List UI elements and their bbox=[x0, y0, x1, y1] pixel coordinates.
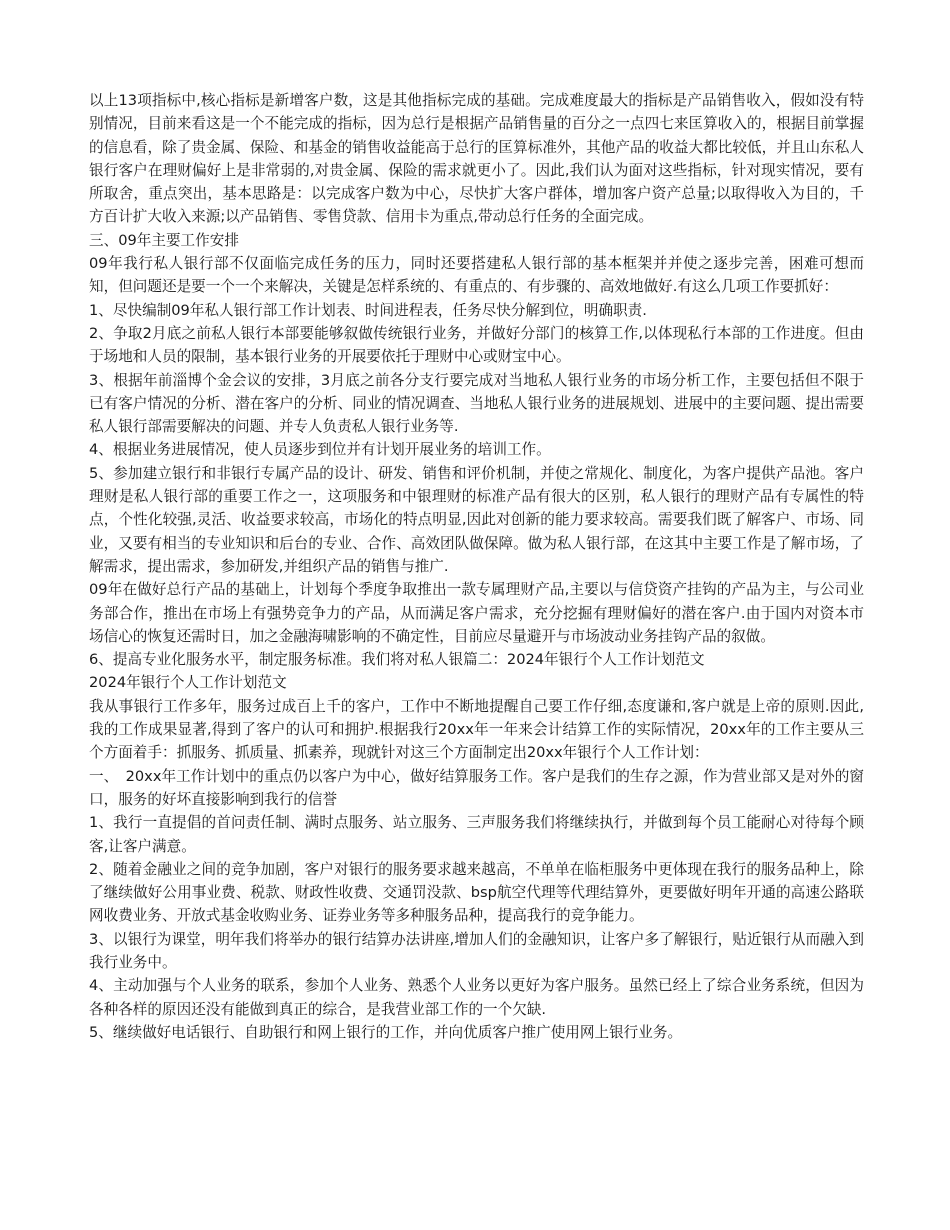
list-item-2: 2、争取2月底之前私人银行本部要能够叙做传统银行业务，并做好分部门的核算工作,以体现私行本部的工作进度。但由于场地和人员的限制，基本银行业务的开展要依托于理财中心或财宝中心。 bbox=[89, 324, 864, 366]
section-heading-1: 一、 20xx年工作计划中的重点仍以客户为中心，做好结算服务工作。客户是我们的生存之源，作为营业部又是对外的窗口，服务的好坏直接影响到我行的信誉 bbox=[89, 767, 864, 808]
article-title-2024: 2024年银行个人工作计划范文 bbox=[89, 674, 287, 692]
paragraph-intro-indicators: 以上13项指标中,核心指标是新增客户数，这是其他指标完成的基础。完成难度最大的指标是产品销售收入，假如没有特别情况，目前来看这是一个不能完成的指标，因为总行是根据产品销售量的百分之一点四七来匡算收入的，根据目前掌握的信息看，除了贵金属、保险、和基金的销售收益能高于总行的匡算标准外，其他产品的收益大都比较低，并且山东私人银行客户在理财偏好上是非常弱的,对贵金属、保险的需求就更小了。因此,我们认为面对这些指标，针对现实情况，要有所取舍，重点突出，基本思路是：以完成客户数为中心，尽快扩大客户群体，增加客户资产总量;以取得收入为目的，千方百计扩大收入来源;以产品销售、零售贷款、信用卡为重点,带动总行任务的全面完成。 bbox=[89, 92, 864, 226]
service-item-2: 2、随着金融业之间的竞争加剧，客户对银行的服务要求越来越高，不单单在临柜服务中更体现在我行的服务品种上，除了继续做好公用事业费、税款、财政性收费、交通罚没款、bsp航空代理等代理结算外，更要做好明年开通的高速公路联网收费业务、开放式基金收购业务、证券业务等多种服务品种，提高我行的竞争能力。 bbox=[89, 860, 864, 925]
service-item-3: 3、以银行为课堂，明年我们将举办的银行结算办法讲座,增加人们的金融知识，让客户多了解银行，贴近银行从而融入到我行业务中。 bbox=[89, 930, 864, 971]
list-item-3: 3、根据年前淄博个金会议的安排，3月底之前各分支行要完成对当地私人银行业务的市场分析工作，主要包括但不限于已有客户情况的分析、潜在客户的分析、同业的情况调查、当地私人银行业务的进展规划、进展中的主要问题、提出需要私人银行部需要解决的问题、并专人负责私人银行业务等. bbox=[89, 371, 864, 436]
paragraph-product-plan: 09年在做好总行产品的基础上，计划每个季度争取推出一款专属理财产品,主要以与信贷资产挂钩的产品为主，与公司业务部合作，推出在市场上有强势竞争力的产品，从而满足客户需求，充分挖掘有理财偏好的潜在客户.由于国内对资本市场信心的恢复还需时日，加之金融海啸影响的不确定性，目前应尽量避开与市场波动业务挂钩产品的叙做。 bbox=[89, 581, 864, 645]
paragraph-09-overview: 09年我行私人银行部不仅面临完成任务的压力，同时还要搭建私人银行部的基本框架并并使之逐步完善，困难可想而知，但问题还是要一个一个来解决，关键是怎样系统的、有重点的、有步骤的、高效地做好.有这么几项工作要抓好： bbox=[89, 255, 864, 296]
list-item-1: 1、尽快编制09年私人银行部工作计划表、时间进程表，任务尽快分解到位，明确职责. bbox=[89, 301, 647, 319]
list-item-5: 5、参加建立银行和非银行专属产品的设计、研发、销售和评价机制，并使之常规化、制度化，为客户提供产品池。客户理财是私人银行部的重要工作之一，这项服务和中银理财的标准产品有很大的区别，私人银行的理财产品有专属性的特点，个性化较强,灵活、收益要求较高，市场化的特点明显,因此对创新的能力要求较高。需要我们既了解客户、市场、同业，又要有相当的专业知识和后台的专业、合作、高效团队做保障。做为私人银行部，在这其中主要工作是了解市场，了解需求，提出需求，参加研发,并组织产品的销售与推广. bbox=[89, 464, 864, 575]
section-heading-09-plan: 三、09年主要工作安排 bbox=[89, 231, 239, 249]
service-item-1: 1、我行一直提倡的首问责任制、满时点服务、站立服务、三声服务我们将继续执行，并做到每个员工能耐心对待每个顾客,让客户满意。 bbox=[89, 814, 864, 855]
paragraph-2024-intro: 我从事银行工作多年，服务过成百上千的客户，工作中不断地提醒自己要工作仔细,态度谦和,客户就是上帝的原则.因此,我的工作成果显著,得到了客户的认可和拥护.根据我行20xx年一年来会计结算工作的实际情况，20xx年的工作主要从三个方面着手：抓服务、抓质量、抓素养，现就针对这三个方面制定出20xx年银行个人工作计划： bbox=[89, 697, 864, 762]
service-item-5: 5、继续做好电话银行、自助银行和网上银行的工作，并向优质客户推广使用网上银行业务。 bbox=[89, 1023, 683, 1041]
service-item-4: 4、主动加强与个人业务的联系，参加个人业务、熟悉个人业务以更好为客户服务。虽然已经上了综合业务系统，但因为各种各样的原因还没有能做到真正的综合，是我营业部工作的一个欠缺. bbox=[89, 977, 864, 1018]
list-item-4: 4、根据业务进展情况，使人员逐步到位并有计划开展业务的培训工作。 bbox=[89, 441, 551, 459]
list-item-6: 6、提高专业化服务水平，制定服务标准。我们将对私人银篇二：2024年银行个人工作计划范文 bbox=[89, 651, 705, 669]
